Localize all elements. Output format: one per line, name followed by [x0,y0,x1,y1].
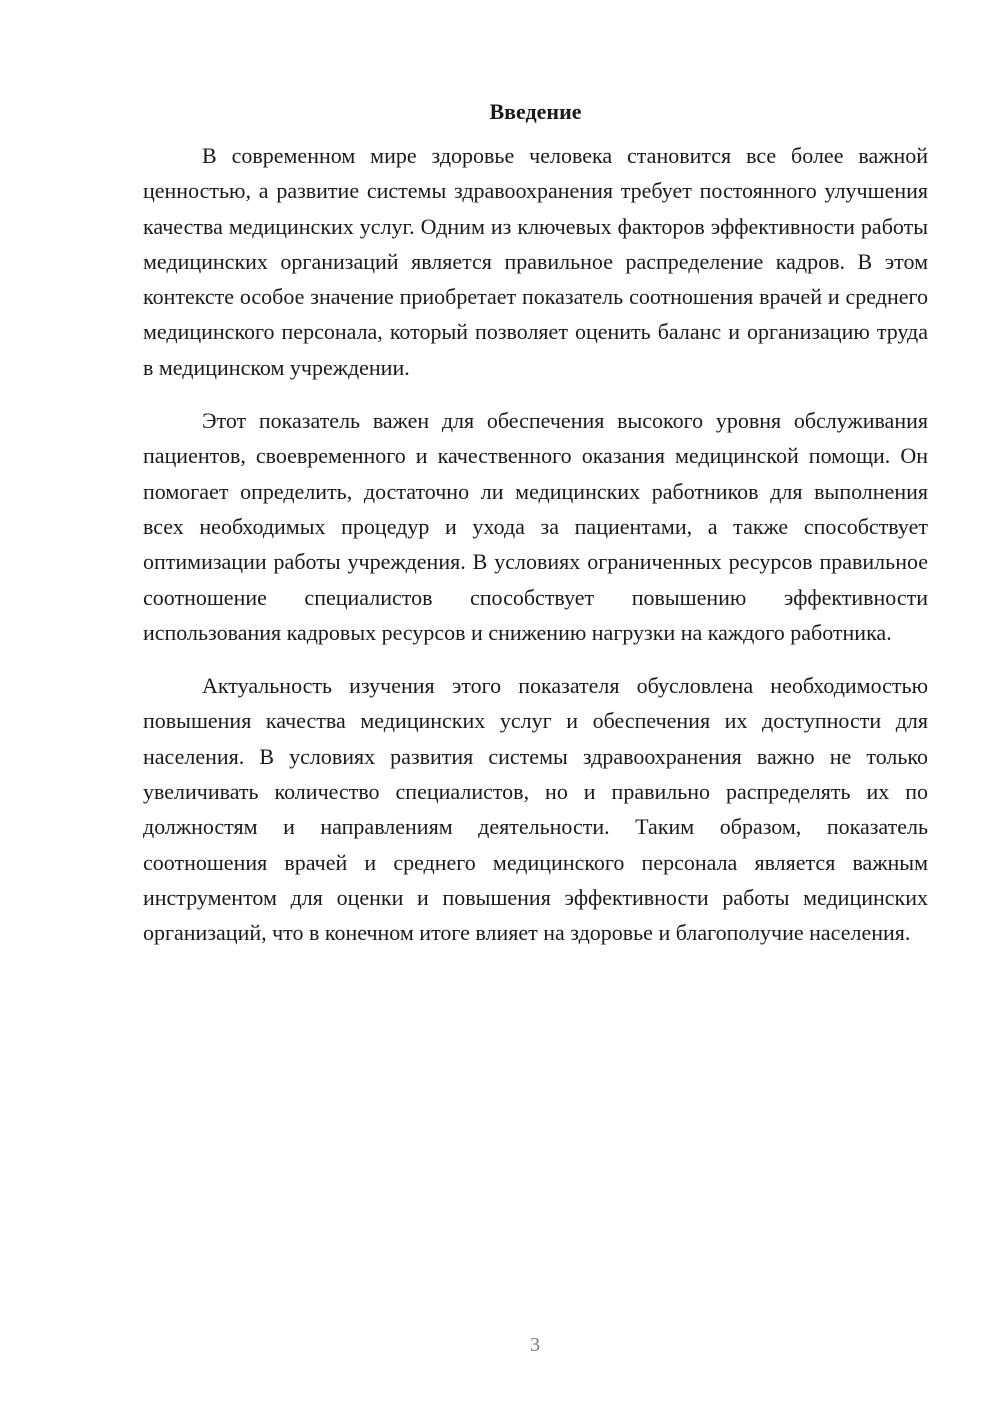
paragraph-2: Этот показатель важен для обеспечения высокого уровня обслуживания пациентов, своевременного и качественного оказания медицинской помощи. Он помогает определить, достаточно ли медицинских работников для выполнения всех необходимых процедур и ухода за пациентами, а также способствует оптимизации работы учреждения. В условиях ограниченных ресурсов правильное соотношение специалистов способствует повышению эффективности использования кадровых ресурсов и снижению нагрузки на каждого работника. [143,408,928,645]
paragraph-3: Актуальность изучения этого показателя обусловлена необходимостью повышения качества медицинских услуг и обеспечения их доступности для населения. В условиях развития системы здравоохранения важно не только увеличивать количество специалистов, но и правильно распределять их по должностям и направлениям деятельности. Таким образом, показатель соотношения врачей и среднего медицинского персонала является важным инструментом для оценки и повышения эффективности работы медицинских организаций, что в конечном итоге влияет на здоровье и благополучие населения. [143,673,928,946]
paragraph-1: В современном мире здоровье человека становится все более важной ценностью, а развитие системы здравоохранения требует постоянного улучшения качества медицинских услуг. Одним из ключевых факторов эффективности работы медицинских организаций является правильное распределение кадров. В этом контексте особое значение приобретает показатель соотношения врачей и среднего медицинского персонала, который позволяет оценить баланс и организацию труда в медицинском учреждении. [143,143,928,380]
section-title: Введение [489,99,582,124]
page-content [143,96,928,969]
page-number: 3 [530,1334,540,1356]
